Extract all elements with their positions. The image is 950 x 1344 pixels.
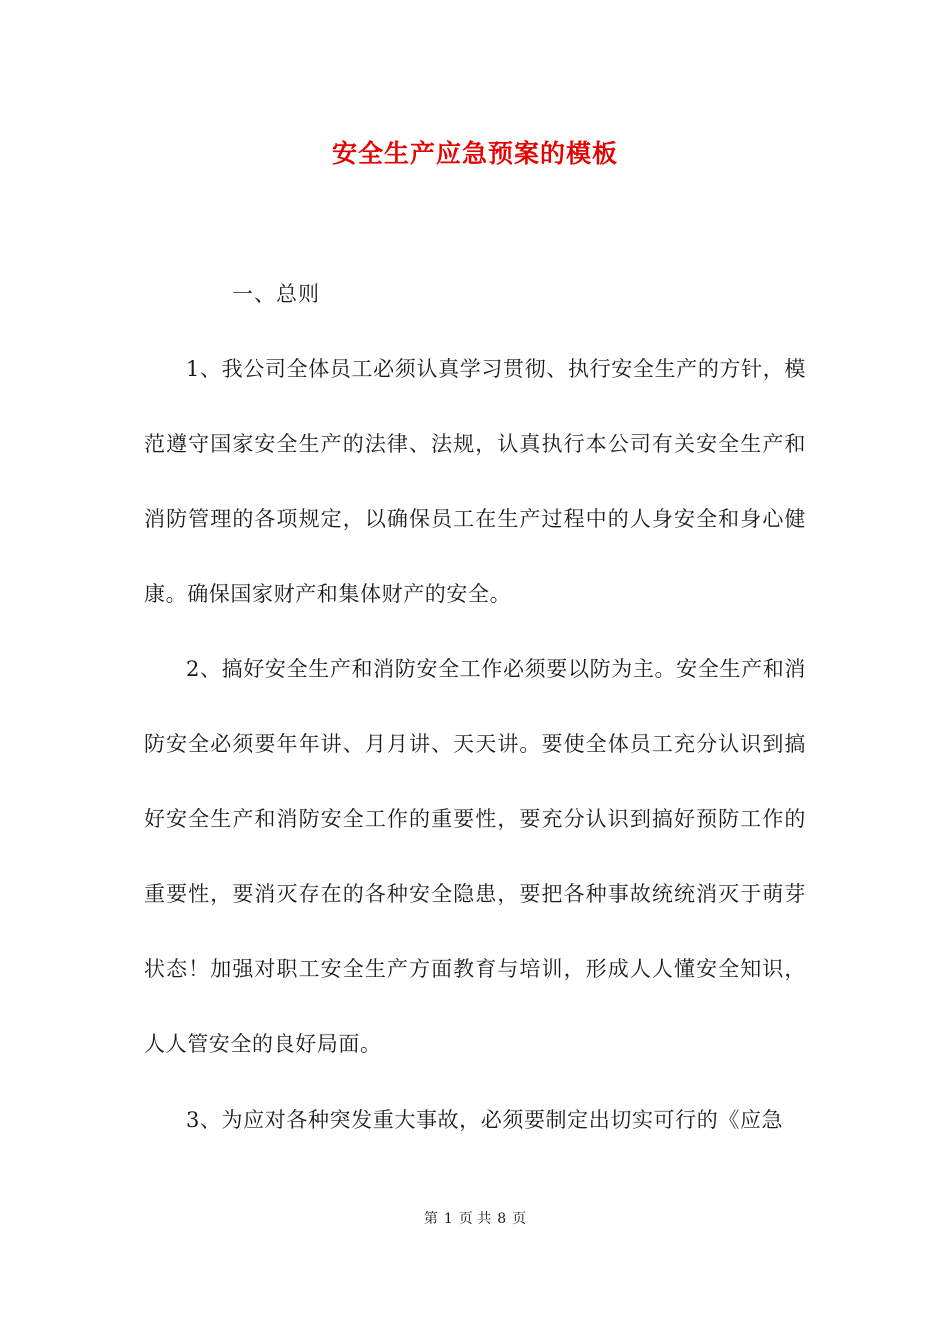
paragraph-1: 1、我公司全体员工必须认真学习贯彻、执行安全生产的方针，模范遵守国家安全生产的法律、法规，认真执行本公司有关安全生产和消防管理的各项规定，以确保员工在生产过程中的人身安全和身心健康。确保国家财产和集体财产的安全。 (144, 357, 806, 606)
paragraph-2: 2、搞好安全生产和消防安全工作必须要以防为主。安全生产和消防安全必须要年年讲、月月讲、天天讲。要使全体员工充分认识到搞好安全生产和消防安全工作的重要性，要充分认识到搞好预防工作的重要性，要消灭存在的各种安全隐患，要把各种事故统统消灭于萌芽状态！加强对职工安全生产方面教育与培训，形成人人懂安全知识，人人管安全的良好局面。 (144, 657, 806, 1056)
page-footer (0, 1209, 950, 1229)
footer-total-pages: 8 (497, 1211, 507, 1227)
paragraph-3: 3、为应对各种突发重大事故，必须要制定出切实可行的《应急 (186, 1108, 784, 1132)
footer-suffix: 页 (512, 1211, 527, 1227)
document-title: 安全生产应急预案的模板 (331, 139, 618, 168)
footer-prefix: 第 (423, 1211, 438, 1227)
footer-current-page: 1 (443, 1211, 453, 1227)
footer-mid: 页 共 (458, 1211, 492, 1227)
section-heading: 一、总则 (232, 282, 320, 306)
